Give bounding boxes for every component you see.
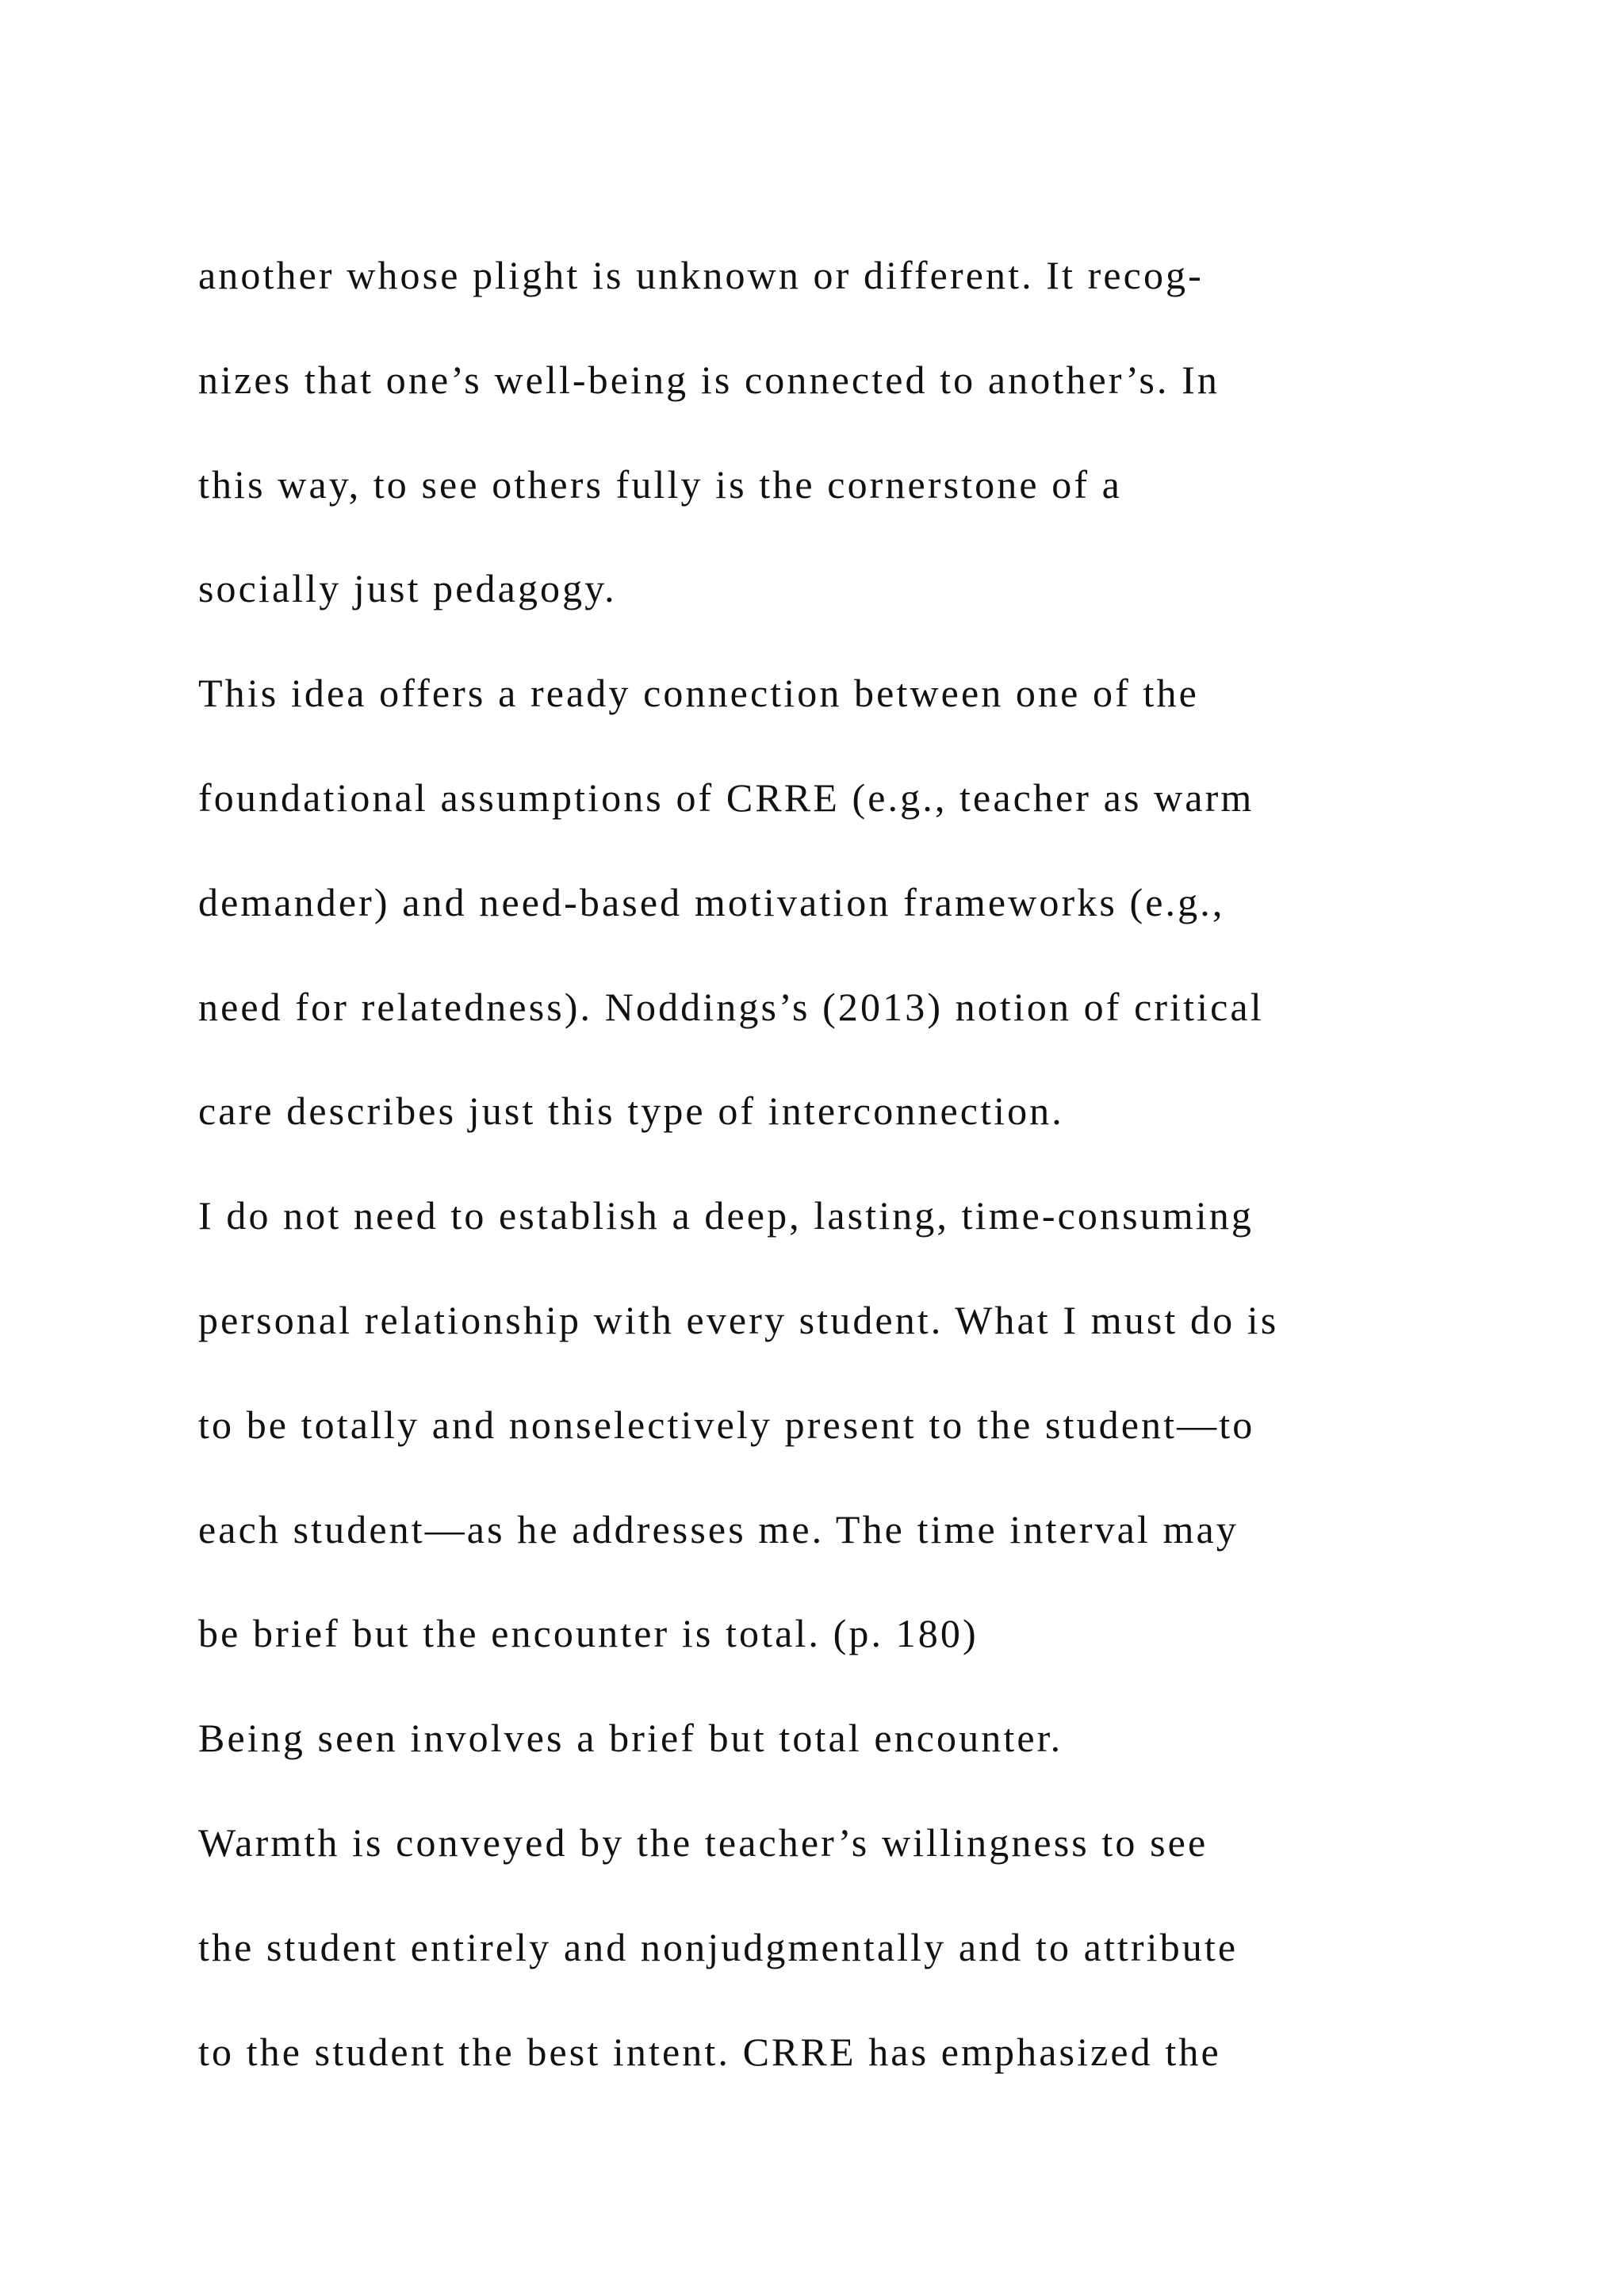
text-line: to be totally and nonselectively present to the student—to (198, 1402, 1255, 1447)
text-line: demander) and need-based motivation frameworks (e.g., (198, 879, 1225, 924)
text-line: the student entirely and nonjudgmentally and to attribute (198, 1924, 1239, 1969)
text-line: each student—as he addresses me. The time interval may (198, 1506, 1239, 1552)
text-line: this way, to see others fully is the cornerstone of a (198, 461, 1122, 507)
body-text (198, 252, 1594, 2133)
text-line: socially just pedagogy. (198, 566, 617, 611)
text-line: Being seen involves a brief but total encounter. (198, 1716, 1063, 1761)
text-line: foundational assumptions of CRRE (e.g., teacher as warm (198, 775, 1254, 820)
text-line: Warmth is conveyed by the teacher’s willingness to see (198, 1820, 1208, 1865)
text-line: nizes that one’s well-being is connected to another’s. In (198, 357, 1220, 402)
text-line: another whose plight is unknown or different. It recog- (198, 253, 1204, 297)
text-line: need for relatedness). Noddings’s (2013) notion of critical (198, 984, 1264, 1029)
text-line: care describes just this type of interconnection. (198, 1089, 1064, 1134)
text-line: personal relationship with every student. What I must do is (198, 1297, 1279, 1342)
text-line: This idea offers a ready connection between one of the (198, 671, 1199, 716)
text-line: to the student the best intent. CRRE has emphasized the (198, 2029, 1221, 2074)
text-line: be brief but the encounter is total. (p. 180) (198, 1611, 979, 1656)
text-line: I do not need to establish a deep, lasting, time-consuming (198, 1193, 1254, 1238)
